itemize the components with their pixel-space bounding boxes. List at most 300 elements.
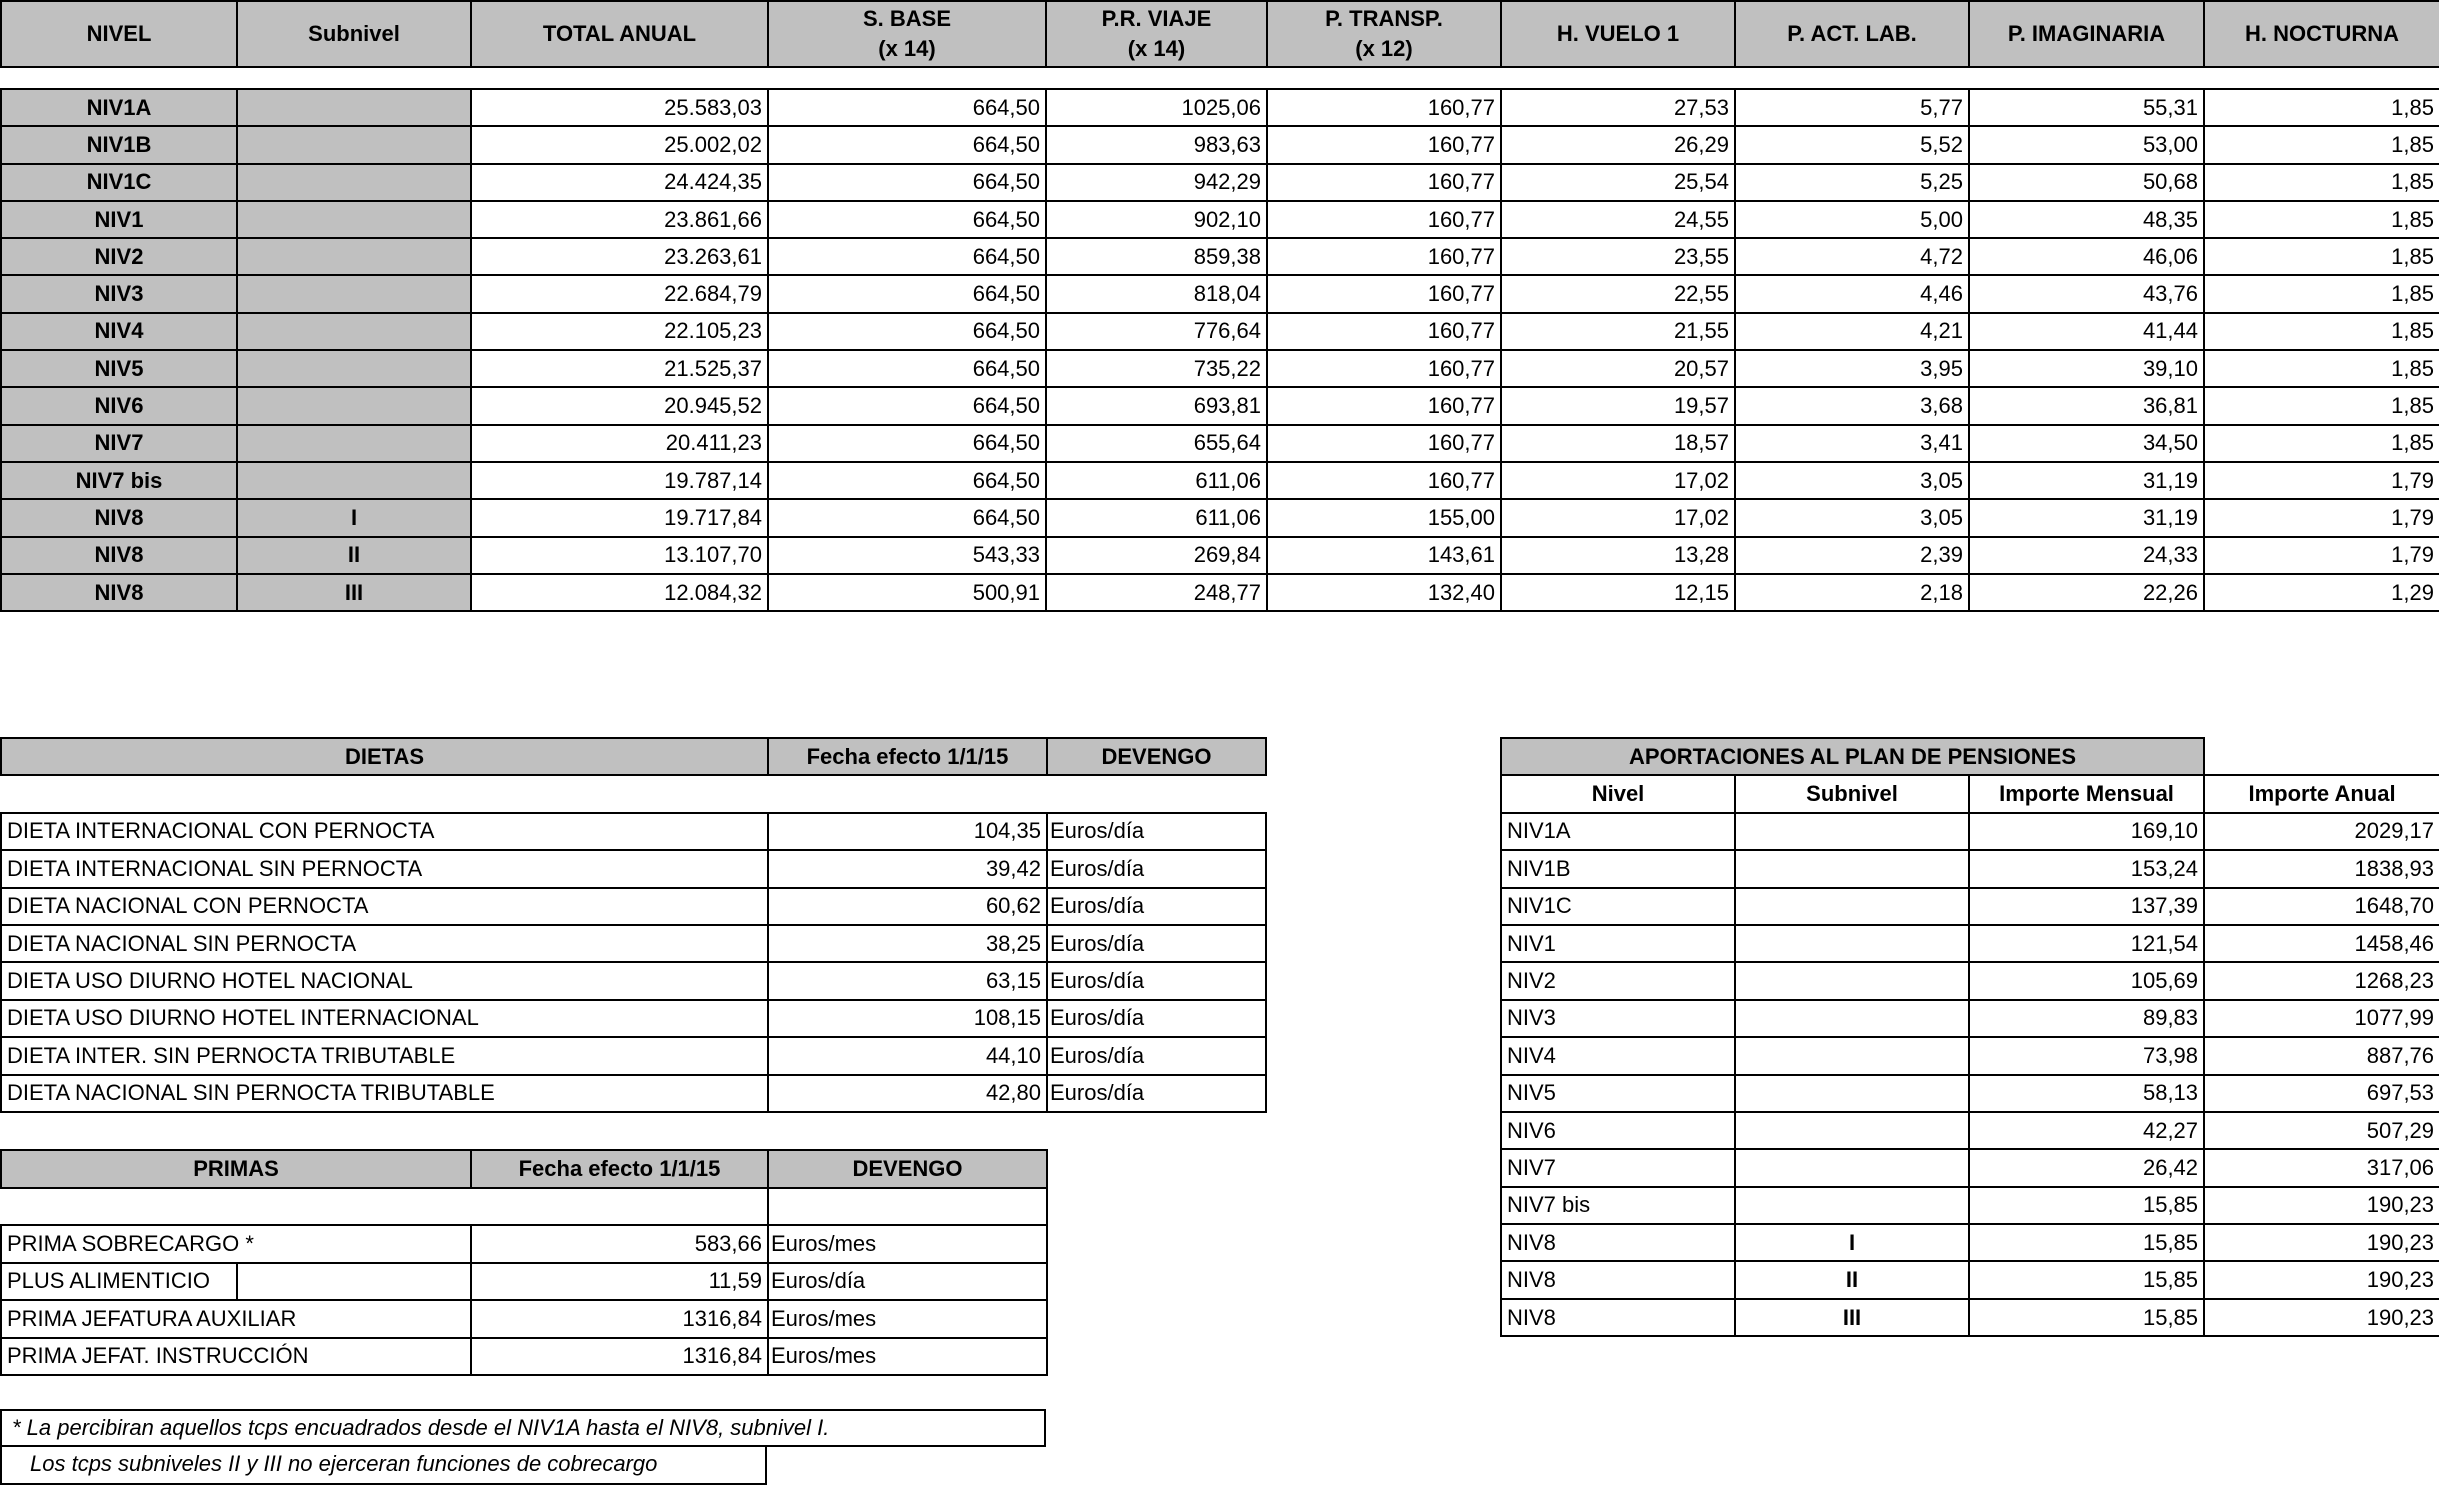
value-cell: 46,06 <box>1969 238 2204 275</box>
footnote-subniveles: Los tcps subniveles II y III no ejerceran funciones de cobrecargo <box>0 1447 767 1485</box>
value-cell: 20.411,23 <box>471 425 768 462</box>
salary-column-header <box>237 1 471 67</box>
value-cell: 160,77 <box>1267 387 1501 424</box>
value-cell: 735,22 <box>1046 350 1267 387</box>
value-cell: 3,68 <box>1735 387 1969 424</box>
pension-mensual: 73,98 <box>1969 1037 2204 1074</box>
column-header-line1: S. BASE <box>862 6 952 31</box>
value-cell: 1,85 <box>2204 164 2439 201</box>
subnivel-cell <box>237 238 471 275</box>
value-cell: 664,50 <box>768 89 1046 126</box>
value-cell: 1,85 <box>2204 313 2439 350</box>
pension-subnivel <box>1735 1149 1969 1186</box>
salary-row <box>1 387 2439 424</box>
column-header-line1: P. IMAGINARIA <box>2007 21 2166 46</box>
pension-row <box>1501 1224 2439 1261</box>
pensiones-column-header: Importe Anual <box>2204 775 2439 812</box>
value-cell: 4,21 <box>1735 313 1969 350</box>
value-cell: 23.263,61 <box>471 238 768 275</box>
value-cell: 902,10 <box>1046 201 1267 238</box>
pension-row <box>1501 1299 2439 1336</box>
dieta-row <box>1 1000 1266 1037</box>
salary-row <box>1 462 2439 499</box>
value-cell: 18,57 <box>1501 425 1735 462</box>
pension-anual: 317,06 <box>2204 1149 2439 1186</box>
pension-row <box>1501 925 2439 962</box>
pension-subnivel: III <box>1735 1299 1969 1336</box>
dieta-amount: 44,10 <box>768 1037 1047 1074</box>
value-cell: 2,39 <box>1735 537 1969 574</box>
pension-nivel: NIV2 <box>1501 962 1735 999</box>
salary-row <box>1 201 2439 238</box>
pension-anual: 190,23 <box>2204 1261 2439 1298</box>
pension-mensual: 15,85 <box>1969 1224 2204 1261</box>
value-cell: 132,40 <box>1267 574 1501 611</box>
value-cell: 24.424,35 <box>471 164 768 201</box>
primas-devengo-header: DEVENGO <box>768 1150 1047 1188</box>
pension-anual: 1648,70 <box>2204 888 2439 925</box>
value-cell: 655,64 <box>1046 425 1267 462</box>
value-cell: 664,50 <box>768 201 1046 238</box>
dieta-amount: 63,15 <box>768 962 1047 999</box>
prima-row <box>1 1263 1047 1301</box>
value-cell: 664,50 <box>768 499 1046 536</box>
pensiones-column-header: Importe Mensual <box>1969 775 2204 812</box>
value-cell: 13.107,70 <box>471 537 768 574</box>
pensiones-column-header: Subnivel <box>1735 775 1969 812</box>
value-cell: 1,85 <box>2204 275 2439 312</box>
value-cell: 3,05 <box>1735 462 1969 499</box>
pension-nivel: NIV6 <box>1501 1112 1735 1149</box>
value-cell: 24,55 <box>1501 201 1735 238</box>
nivel-cell: NIV1A <box>1 89 237 126</box>
value-cell: 664,50 <box>768 462 1046 499</box>
pensiones-column-header: Nivel <box>1501 775 1735 812</box>
subnivel-cell: III <box>237 574 471 611</box>
nivel-cell: NIV5 <box>1 350 237 387</box>
value-cell: 1,79 <box>2204 499 2439 536</box>
value-cell: 269,84 <box>1046 537 1267 574</box>
value-cell: 22.105,23 <box>471 313 768 350</box>
value-cell: 4,72 <box>1735 238 1969 275</box>
dieta-concept: DIETA NACIONAL SIN PERNOCTA <box>1 925 768 962</box>
value-cell: 25,54 <box>1501 164 1735 201</box>
prima-row <box>1 1338 1047 1376</box>
column-header-line1: P. TRANSP. <box>1325 6 1443 31</box>
value-cell: 19.717,84 <box>471 499 768 536</box>
value-cell: 36,81 <box>1969 387 2204 424</box>
value-cell: 5,77 <box>1735 89 1969 126</box>
column-header-line1: Subnivel <box>308 21 400 46</box>
column-header-line1: P.R. VIAJE <box>1101 6 1212 31</box>
nivel-cell: NIV3 <box>1 275 237 312</box>
value-cell: 1,79 <box>2204 462 2439 499</box>
pension-nivel: NIV3 <box>1501 1000 1735 1037</box>
value-cell: 1,85 <box>2204 201 2439 238</box>
pension-nivel: NIV1 <box>1501 925 1735 962</box>
salary-column-header <box>1267 1 1501 67</box>
dieta-concept: DIETA INTERNACIONAL SIN PERNOCTA <box>1 850 768 887</box>
pension-row <box>1501 1037 2439 1074</box>
subnivel-cell: II <box>237 537 471 574</box>
subnivel-cell <box>237 425 471 462</box>
dieta-unit: Euros/día <box>1047 925 1266 962</box>
pension-mensual: 26,42 <box>1969 1149 2204 1186</box>
prima-unit: Euros/día <box>768 1263 1047 1301</box>
pension-nivel: NIV1A <box>1501 813 1735 850</box>
pension-anual: 190,23 <box>2204 1224 2439 1261</box>
pensiones-header <box>1501 775 2439 812</box>
salary-column-header <box>1046 1 1267 67</box>
salary-row <box>1 89 2439 126</box>
salary-column-header <box>2204 1 2439 67</box>
pension-subnivel <box>1735 1112 1969 1149</box>
pension-mensual: 58,13 <box>1969 1075 2204 1112</box>
salary-row <box>1 164 2439 201</box>
dietas-title: DIETAS <box>1 738 768 775</box>
value-cell: 31,19 <box>1969 462 2204 499</box>
value-cell: 1,85 <box>2204 126 2439 163</box>
value-cell: 19,57 <box>1501 387 1735 424</box>
dieta-amount: 38,25 <box>768 925 1047 962</box>
value-cell: 143,61 <box>1267 537 1501 574</box>
salary-table-body <box>1 67 2439 611</box>
value-cell: 43,76 <box>1969 275 2204 312</box>
prima-unit: Euros/mes <box>768 1300 1047 1338</box>
salary-column-header <box>1735 1 1969 67</box>
value-cell: 48,35 <box>1969 201 2204 238</box>
pension-row <box>1501 888 2439 925</box>
value-cell: 1,85 <box>2204 350 2439 387</box>
dieta-concept: DIETA NACIONAL SIN PERNOCTA TRIBUTABLE <box>1 1075 768 1112</box>
value-cell: 1,85 <box>2204 425 2439 462</box>
pension-row <box>1501 813 2439 850</box>
value-cell: 23,55 <box>1501 238 1735 275</box>
value-cell: 20,57 <box>1501 350 1735 387</box>
pension-nivel: NIV8 <box>1501 1299 1735 1336</box>
pension-row <box>1501 1000 2439 1037</box>
column-header-line2: (x 14) <box>1127 36 1186 61</box>
dieta-row <box>1 962 1266 999</box>
value-cell: 3,05 <box>1735 499 1969 536</box>
value-cell: 2,18 <box>1735 574 1969 611</box>
salary-row <box>1 574 2439 611</box>
value-cell: 5,52 <box>1735 126 1969 163</box>
column-header-line1: P. ACT. LAB. <box>1787 21 1917 46</box>
salary-row <box>1 275 2439 312</box>
value-cell: 160,77 <box>1267 164 1501 201</box>
subnivel-cell <box>237 126 471 163</box>
pension-subnivel: II <box>1735 1261 1969 1298</box>
value-cell: 24,33 <box>1969 537 2204 574</box>
pension-anual: 1838,93 <box>2204 850 2439 887</box>
nivel-cell: NIV7 <box>1 425 237 462</box>
value-cell: 543,33 <box>768 537 1046 574</box>
nivel-cell: NIV7 bis <box>1 462 237 499</box>
dieta-row <box>1 1075 1266 1112</box>
primas-table <box>0 1149 1048 1376</box>
subnivel-cell <box>237 164 471 201</box>
dieta-row <box>1 888 1266 925</box>
salary-row <box>1 499 2439 536</box>
dieta-row <box>1 1037 1266 1074</box>
prima-amount: 583,66 <box>471 1225 768 1263</box>
pension-mensual: 15,85 <box>1969 1299 2204 1336</box>
dieta-amount: 39,42 <box>768 850 1047 887</box>
subnivel-cell <box>237 350 471 387</box>
value-cell: 160,77 <box>1267 89 1501 126</box>
prima-concept: PRIMA JEFATURA AUXILIAR <box>1 1300 471 1338</box>
salary-table-spacer <box>1 67 2439 89</box>
subnivel-cell: I <box>237 499 471 536</box>
pension-anual: 887,76 <box>2204 1037 2439 1074</box>
pensiones-title: APORTACIONES AL PLAN DE PENSIONES <box>1501 738 2204 775</box>
nivel-cell: NIV8 <box>1 537 237 574</box>
pension-row <box>1501 850 2439 887</box>
value-cell: 20.945,52 <box>471 387 768 424</box>
dietas-table <box>0 737 1267 1113</box>
pension-subnivel <box>1735 888 1969 925</box>
value-cell: 1,85 <box>2204 238 2439 275</box>
value-cell: 22,26 <box>1969 574 2204 611</box>
pension-anual: 2029,17 <box>2204 813 2439 850</box>
value-cell: 160,77 <box>1267 350 1501 387</box>
value-cell: 160,77 <box>1267 201 1501 238</box>
nivel-cell: NIV1 <box>1 201 237 238</box>
value-cell: 1,79 <box>2204 537 2439 574</box>
value-cell: 664,50 <box>768 275 1046 312</box>
dieta-concept: DIETA INTER. SIN PERNOCTA TRIBUTABLE <box>1 1037 768 1074</box>
value-cell: 13,28 <box>1501 537 1735 574</box>
pension-mensual: 42,27 <box>1969 1112 2204 1149</box>
value-cell: 5,25 <box>1735 164 1969 201</box>
nivel-cell: NIV1C <box>1 164 237 201</box>
pension-mensual: 153,24 <box>1969 850 2204 887</box>
dieta-unit: Euros/día <box>1047 888 1266 925</box>
salary-column-header <box>1 1 237 67</box>
pension-row <box>1501 1261 2439 1298</box>
value-cell: 5,00 <box>1735 201 1969 238</box>
salary-column-header <box>471 1 768 67</box>
dietas-spacer <box>1 775 1266 812</box>
pension-subnivel <box>1735 1037 1969 1074</box>
dieta-row <box>1 850 1266 887</box>
nivel-cell: NIV1B <box>1 126 237 163</box>
value-cell: 4,46 <box>1735 275 1969 312</box>
subnivel-cell <box>237 89 471 126</box>
column-header-line2: (x 14) <box>878 36 936 61</box>
pension-nivel: NIV7 bis <box>1501 1187 1735 1224</box>
subnivel-cell <box>237 462 471 499</box>
value-cell: 26,29 <box>1501 126 1735 163</box>
pension-row <box>1501 1112 2439 1149</box>
pension-subnivel <box>1735 962 1969 999</box>
column-header-line1: NIVEL <box>86 21 152 46</box>
pension-nivel: NIV1C <box>1501 888 1735 925</box>
value-cell: 17,02 <box>1501 462 1735 499</box>
value-cell: 12.084,32 <box>471 574 768 611</box>
pension-anual: 507,29 <box>2204 1112 2439 1149</box>
subnivel-cell <box>237 387 471 424</box>
pension-anual: 1077,99 <box>2204 1000 2439 1037</box>
value-cell: 53,00 <box>1969 126 2204 163</box>
pension-subnivel <box>1735 850 1969 887</box>
footnote-sobrecargo: * La percibiran aquellos tcps encuadrados desde el NIV1A hasta el NIV8, subnivel I. <box>0 1409 1046 1447</box>
value-cell: 664,50 <box>768 164 1046 201</box>
pension-nivel: NIV8 <box>1501 1224 1735 1261</box>
value-cell: 983,63 <box>1046 126 1267 163</box>
pension-nivel: NIV4 <box>1501 1037 1735 1074</box>
value-cell: 155,00 <box>1267 499 1501 536</box>
subnivel-cell <box>237 313 471 350</box>
value-cell: 664,50 <box>768 313 1046 350</box>
prima-row <box>1 1225 1047 1263</box>
pension-mensual: 137,39 <box>1969 888 2204 925</box>
value-cell: 39,10 <box>1969 350 2204 387</box>
value-cell: 664,50 <box>768 387 1046 424</box>
dieta-unit: Euros/día <box>1047 1000 1266 1037</box>
value-cell: 859,38 <box>1046 238 1267 275</box>
pension-subnivel <box>1735 1000 1969 1037</box>
pensiones-title-row <box>1501 738 2439 775</box>
pension-subnivel: I <box>1735 1224 1969 1261</box>
dieta-amount: 108,15 <box>768 1000 1047 1037</box>
value-cell: 31,19 <box>1969 499 2204 536</box>
primas-title: PRIMAS <box>1 1150 471 1188</box>
value-cell: 23.861,66 <box>471 201 768 238</box>
value-cell: 22.684,79 <box>471 275 768 312</box>
dieta-amount: 42,80 <box>768 1075 1047 1112</box>
pension-nivel: NIV7 <box>1501 1149 1735 1186</box>
pension-mensual: 15,85 <box>1969 1261 2204 1298</box>
prima-row <box>1 1300 1047 1338</box>
value-cell: 21,55 <box>1501 313 1735 350</box>
dietas-devengo-header: DEVENGO <box>1047 738 1266 775</box>
value-cell: 1,29 <box>2204 574 2439 611</box>
pension-subnivel <box>1735 813 1969 850</box>
salary-column-header <box>1969 1 2204 67</box>
pension-mensual: 105,69 <box>1969 962 2204 999</box>
pension-nivel: NIV1B <box>1501 850 1735 887</box>
value-cell: 41,44 <box>1969 313 2204 350</box>
pension-row <box>1501 1075 2439 1112</box>
value-cell: 160,77 <box>1267 126 1501 163</box>
dieta-concept: DIETA USO DIURNO HOTEL INTERNACIONAL <box>1 1000 768 1037</box>
value-cell: 664,50 <box>768 425 1046 462</box>
dieta-concept: DIETA USO DIURNO HOTEL NACIONAL <box>1 962 768 999</box>
value-cell: 664,50 <box>768 238 1046 275</box>
value-cell: 160,77 <box>1267 462 1501 499</box>
value-cell: 1,85 <box>2204 387 2439 424</box>
pension-nivel: NIV8 <box>1501 1261 1735 1298</box>
value-cell: 160,77 <box>1267 238 1501 275</box>
dieta-row <box>1 813 1266 850</box>
pension-row <box>1501 1149 2439 1186</box>
nivel-cell: NIV8 <box>1 499 237 536</box>
subnivel-cell <box>237 275 471 312</box>
prima-unit: Euros/mes <box>768 1338 1047 1376</box>
pension-mensual: 15,85 <box>1969 1187 2204 1224</box>
subnivel-cell <box>237 201 471 238</box>
value-cell: 611,06 <box>1046 499 1267 536</box>
value-cell: 27,53 <box>1501 89 1735 126</box>
salary-column-header <box>1501 1 1735 67</box>
nivel-cell: NIV4 <box>1 313 237 350</box>
value-cell: 942,29 <box>1046 164 1267 201</box>
value-cell: 55,31 <box>1969 89 2204 126</box>
salary-row <box>1 313 2439 350</box>
salary-row <box>1 425 2439 462</box>
pension-mensual: 89,83 <box>1969 1000 2204 1037</box>
value-cell: 25.583,03 <box>471 89 768 126</box>
dietas-fecha-header: Fecha efecto 1/1/15 <box>768 738 1047 775</box>
dieta-concept: DIETA NACIONAL CON PERNOCTA <box>1 888 768 925</box>
pension-mensual: 121,54 <box>1969 925 2204 962</box>
primas-spacer <box>1 1188 1047 1226</box>
value-cell: 611,06 <box>1046 462 1267 499</box>
pension-row <box>1501 1187 2439 1224</box>
salary-row <box>1 350 2439 387</box>
value-cell: 248,77 <box>1046 574 1267 611</box>
dieta-amount: 104,35 <box>768 813 1047 850</box>
prima-unit: Euros/mes <box>768 1225 1047 1263</box>
pension-subnivel <box>1735 1187 1969 1224</box>
dieta-unit: Euros/día <box>1047 1075 1266 1112</box>
prima-concept: PRIMA JEFAT. INSTRUCCIÓN <box>1 1338 471 1376</box>
column-header-line1: H. VUELO 1 <box>1556 21 1680 46</box>
nivel-cell: NIV6 <box>1 387 237 424</box>
pension-subnivel <box>1735 925 1969 962</box>
dieta-row <box>1 925 1266 962</box>
primas-header <box>1 1150 1047 1188</box>
pension-mensual: 169,10 <box>1969 813 2204 850</box>
salary-row <box>1 537 2439 574</box>
column-header-line1: H. NOCTURNA <box>2245 21 2399 46</box>
value-cell: 1025,06 <box>1046 89 1267 126</box>
value-cell: 776,64 <box>1046 313 1267 350</box>
dieta-amount: 60,62 <box>768 888 1047 925</box>
salary-row <box>1 238 2439 275</box>
value-cell: 17,02 <box>1501 499 1735 536</box>
value-cell: 50,68 <box>1969 164 2204 201</box>
dieta-concept: DIETA INTERNACIONAL CON PERNOCTA <box>1 813 768 850</box>
dieta-unit: Euros/día <box>1047 1037 1266 1074</box>
pension-anual: 1458,46 <box>2204 925 2439 962</box>
value-cell: 693,81 <box>1046 387 1267 424</box>
nivel-cell: NIV8 <box>1 574 237 611</box>
salary-row <box>1 126 2439 163</box>
pension-anual: 1268,23 <box>2204 962 2439 999</box>
prima-amount: 1316,84 <box>471 1300 768 1338</box>
value-cell: 12,15 <box>1501 574 1735 611</box>
column-header-line2: (x 12) <box>1355 36 1413 61</box>
value-cell: 21.525,37 <box>471 350 768 387</box>
column-header-line1: TOTAL ANUAL <box>542 21 697 46</box>
primas-fecha-header: Fecha efecto 1/1/15 <box>471 1150 768 1188</box>
dietas-header <box>1 738 1266 775</box>
value-cell: 664,50 <box>768 126 1046 163</box>
salary-table-header <box>1 1 2439 67</box>
value-cell: 25.002,02 <box>471 126 768 163</box>
value-cell: 22,55 <box>1501 275 1735 312</box>
pension-anual: 190,23 <box>2204 1187 2439 1224</box>
dieta-unit: Euros/día <box>1047 813 1266 850</box>
salary-column-header <box>768 1 1046 67</box>
value-cell: 160,77 <box>1267 313 1501 350</box>
pensiones-table <box>1500 737 2439 1337</box>
value-cell: 1,85 <box>2204 89 2439 126</box>
value-cell: 160,77 <box>1267 425 1501 462</box>
